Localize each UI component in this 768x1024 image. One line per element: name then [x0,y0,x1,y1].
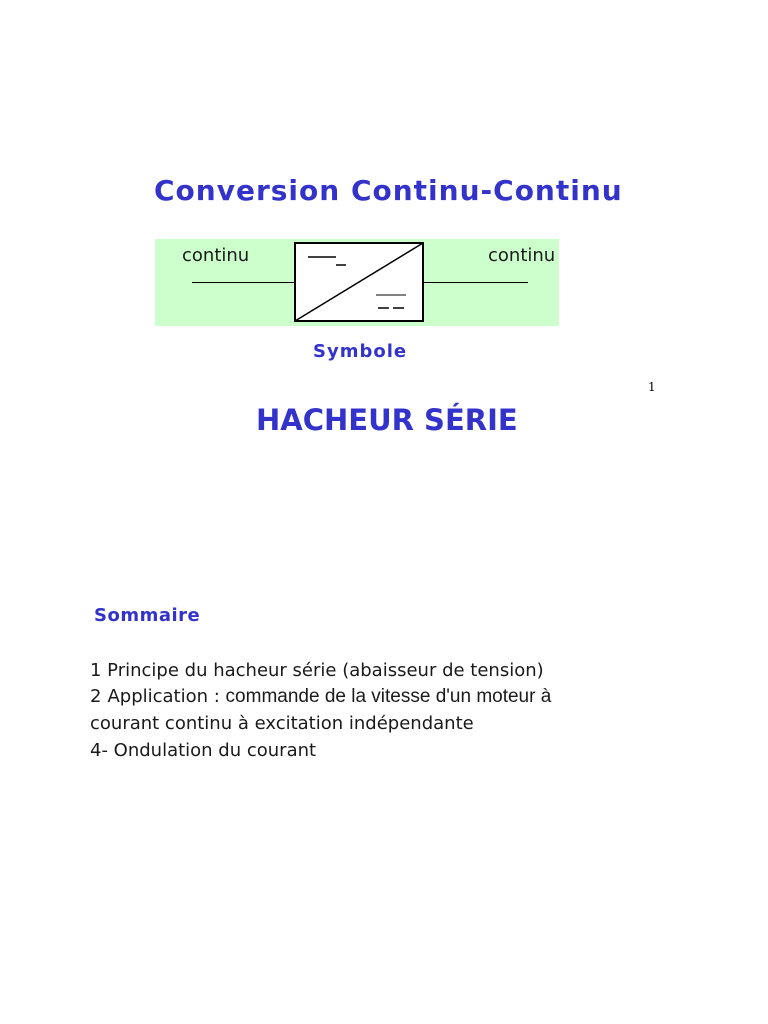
summary-heading: Sommaire [94,605,201,626]
dc-dc-converter-symbol [294,242,424,322]
output-label: continu [488,245,556,266]
summary-item-2-label: Application : [107,686,226,707]
summary-item-2-number: 2 [90,686,102,707]
page-number: 1 [648,380,656,394]
summary-item-4: 4- Ondulation du courant [90,740,317,761]
input-wire [192,282,296,283]
summary-item-2 [90,686,551,708]
summary-item-2-continued: courant continu à excitation indépendante [90,713,474,734]
input-label: continu [182,245,250,266]
summary-item-1: 1 Principe du hacheur série (abaisseur de tension) [90,660,544,681]
section-title: HACHEUR SÉRIE [256,403,518,437]
page-title: Conversion Continu-Continu [154,174,623,207]
diagram-caption: Symbole [313,341,408,362]
summary-item-2-text: commande de la vitesse d'un moteur à [225,686,552,707]
output-wire [424,282,528,283]
